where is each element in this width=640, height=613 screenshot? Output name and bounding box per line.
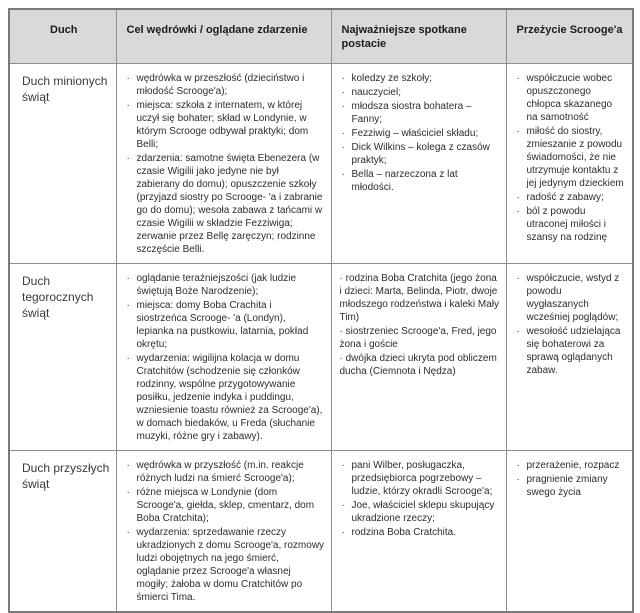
list-item: · wydarzenia: wigilijna kolacja w domu Cratchitów (schodzenie się członków rodzinny, wspólne przygotowywanie posiłku, jedzenie indyka i puddingu, wzniesienie toastu również za Scrooge'a), w domach biedaków, u Freda (słuchanie muzyki, różne gry i zabawy). bbox=[125, 352, 325, 443]
list-item: · siostrzeniec Scrooge'a, Fred, jego żona i goście bbox=[340, 325, 500, 351]
list-item: · wesołość udzielająca się bohaterowi za sprawą oglądanych zabaw. bbox=[515, 325, 627, 377]
list-item: · młodsza siostra bohatera – Fanny; bbox=[340, 100, 500, 126]
list-item: · rodzina Boba Cratchita (jego żona i dzieci: Marta, Belinda, Piotr, dwoje młodszego rodzeństwa i kaleki Mały Tim) bbox=[340, 272, 500, 324]
list-item: · wędrówka w przeszłość (dzieciństwo i młodość Scrooge'a); bbox=[125, 72, 325, 98]
list-item: · Fezziwig – właściciel składu; bbox=[340, 127, 500, 140]
table-row-future-ghost bbox=[9, 450, 633, 612]
journey-list bbox=[125, 72, 325, 256]
experience-cell bbox=[506, 263, 633, 450]
characters-cell bbox=[331, 450, 506, 612]
list-item: · pani Wilber, posługaczka, przedsiębiorca pogrzebowy – ludzie, którzy okradli Scrooge'a; bbox=[340, 459, 500, 498]
data-table bbox=[8, 8, 634, 613]
experience-cell bbox=[506, 450, 633, 612]
column-header-ghost: Duch bbox=[9, 9, 116, 63]
list-item: · dwójka dzieci ukryta pod obliczem ducha (Ciemnota i Nędza) bbox=[340, 352, 500, 378]
header-row bbox=[9, 9, 633, 63]
journey-cell bbox=[116, 450, 331, 612]
list-item: · nauczyciel; bbox=[340, 86, 500, 99]
list-item: · koledzy ze szkoły; bbox=[340, 72, 500, 85]
experience-list bbox=[515, 272, 627, 377]
journey-list bbox=[125, 272, 325, 443]
list-item: · radość z zabawy; bbox=[515, 191, 627, 204]
list-item: · współczucie wobec opuszczonego chłopca skazanego na samotność bbox=[515, 72, 627, 124]
ghost-name: Duch przyszłych świąt bbox=[9, 450, 116, 612]
list-item: · miłość do siostry, zmieszanie z powodu świadomości, że nie utrzymuje kontaktu z jej jedynym dzieckiem bbox=[515, 125, 627, 190]
list-item: · wędrówka w przyszłość (m.in. reakcje różnych ludzi na śmierć Scrooge'a); bbox=[125, 459, 325, 485]
list-item: · oglądanie teraźniejszości (jak ludzie świętują Boże Narodzenie); bbox=[125, 272, 325, 298]
list-item: · miejsca: domy Boba Crachita i siostrzeńca Scrooge- 'a (Londyn), lepianka na pustkowiu, latarnia, pokład okrętu; bbox=[125, 299, 325, 351]
list-item: · zdarzenia: samotne święta Ebenezera (w czasie Wigilii jako jedyne nie był zabierany do domu); opuszczenie szkoły (przyjazd siostry po Scrooge- 'a i zabranie go do domu); wesoła zabawa z tańcami w czasie Wigilii w składzie Fezziwiga; zerwanie przez Bellę zaręczyn; rodzinne szczęście Belli. bbox=[125, 152, 325, 256]
ghosts-comparison-table bbox=[8, 8, 632, 613]
journey-list bbox=[125, 459, 325, 604]
list-item: · przerażenie, rozpacz bbox=[515, 459, 627, 472]
characters-list bbox=[340, 272, 500, 378]
column-header-journey: Cel wędrówki / oglądane zdarzenie bbox=[116, 9, 331, 63]
column-header-experience: Przeżycie Scrooge'a bbox=[506, 9, 633, 63]
experience-list bbox=[515, 459, 627, 499]
list-item: · Dick Wilkins – kolega z czasów praktyk; bbox=[340, 141, 500, 167]
ghost-name: Duch minionych świąt bbox=[9, 63, 116, 263]
list-item: · Joe, właściciel sklepu skupujący ukradzione rzeczy; bbox=[340, 499, 500, 525]
journey-cell bbox=[116, 263, 331, 450]
list-item: · różne miejsca w Londynie (dom Scrooge'a, giełda, sklep, cmentarz, dom Boba Cratchita); bbox=[125, 486, 325, 525]
list-item: · współczucie, wstyd z powodu wygłaszanych wcześniej poglądów; bbox=[515, 272, 627, 324]
list-item: · miejsca: szkoła z internatem, w której uczył się bohater; skład w Londynie, w którym Scrooge odbywał praktyki; dom Belli; bbox=[125, 99, 325, 151]
column-header-characters: Najważniejsze spotkane postacie bbox=[331, 9, 506, 63]
list-item: · wydarzenia: sprzedawanie rzeczy ukradzionych z domu Scrooge'a, rozmowy ludzi obojętnych na jego śmierć, oglądanie przez Scrooge'a własnej mogiły; żałoba w domu Cratchitów po śmierci Tima. bbox=[125, 526, 325, 604]
characters-cell bbox=[331, 263, 506, 450]
characters-cell bbox=[331, 63, 506, 263]
list-item: · ból z powodu utraconej miłości i szansy na rodzinę bbox=[515, 205, 627, 244]
list-item: · Bella – narzeczona z lat młodości. bbox=[340, 168, 500, 194]
experience-list bbox=[515, 72, 627, 244]
list-item: · rodzina Boba Cratchita. bbox=[340, 526, 500, 539]
ghost-name: Duch tegorocznych świąt bbox=[9, 263, 116, 450]
list-item: · pragnienie zmiany swego życia bbox=[515, 473, 627, 499]
journey-cell bbox=[116, 63, 331, 263]
characters-list bbox=[340, 459, 500, 539]
experience-cell bbox=[506, 63, 633, 263]
table-row-past-ghost bbox=[9, 63, 633, 263]
table-row-present-ghost bbox=[9, 263, 633, 450]
characters-list bbox=[340, 72, 500, 194]
